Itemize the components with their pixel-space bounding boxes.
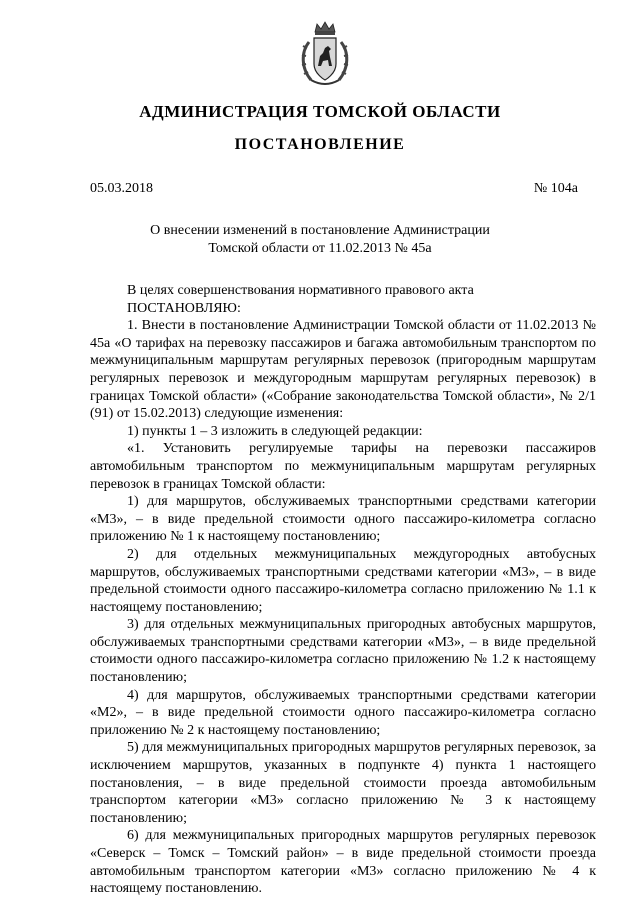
item-4-paragraph: 4) для маршрутов, обслуживаемых транспортными средствами категории «М2», – в виде предельной стоимости одного пассажиро-километра согласно приложению № 2 к настоящему постановлению; (90, 687, 596, 738)
document-number: № 104а (533, 181, 578, 196)
subject-line-1: О внесении изменений в постановление Администрации (150, 223, 490, 238)
intro-paragraph: В целях совершенствования нормативного правового акта (127, 283, 474, 298)
document-body (90, 282, 596, 898)
subject-line-2: Томской области от 11.02.2013 № 45а (208, 241, 432, 256)
document-type: ПОСТАНОВЛЕНИЕ (234, 136, 406, 153)
clause-1-paragraph: 1. Внести в постановление Администрации Томской области от 11.02.2013 № 45а «О тарифах на перевозку пассажиров и багажа автомобильным транспортом по межмуниципальным маршрутам регулярных перевозок (пригородным маршрутам регулярных перевозок и междугородным маршрутам регулярных перевозок) в границах Томской области» («Собрание законодательства Томской области», № 2/1 (91) от 15.02.2013) следующие изменения: (90, 318, 596, 422)
item-5-paragraph: 5) для межмуниципальных пригородных маршрутов регулярных перевозок, за исключением маршрутов, указанных в подпункте 4) пункта 1 настоящего постановления, – в виде предельной стоимости проезда автомобильным транспортом категории «М3» согласно приложению № 3 к настоящему постановлению; (90, 740, 596, 826)
organization-title: АДМИНИСТРАЦИЯ ТОМСКОЙ ОБЛАСТИ (139, 102, 501, 121)
item-2-paragraph: 2) для отдельных межмуниципальных междугородных автобусных маршрутов, обслуживаемых транспортными средствами категории «М3», – в виде предельной стоимости одного пассажиро-километра согласно приложению № 1.1 к настоящему постановлению; (90, 546, 596, 615)
item-3-paragraph: 3) для отдельных межмуниципальных пригородных автобусных маршрутов, обслуживаемых транспортными средствами категории «М3», – в виде предельной стоимости одного пассажиро-километра согласно приложению № 1.2 к настоящему постановлению; (90, 617, 596, 686)
document-subject (0, 222, 640, 258)
resolve-heading: ПОСТАНОВЛЯЮ: (127, 300, 241, 316)
item-6-paragraph: 6) для межмуниципальных пригородных маршрутов регулярных перевозок «Северск – Томск – Томский район» – в виде предельной стоимости проезда автомобильным транспортом категории «М3» согласно приложению № 4 к настоящему постановлению. (90, 828, 596, 897)
coat-of-arms-icon (295, 20, 355, 90)
item-1-paragraph: 1) для маршрутов, обслуживаемых транспортными средствами категории «М3», – в виде предельной стоимости одного пассажиро-километра согласно приложению № 1 к настоящему постановлению; (90, 494, 596, 545)
document-date: 05.03.2018 (90, 181, 153, 196)
new-clause-1-paragraph: «1. Установить регулируемые тарифы на перевозки пассажиров автомобильным транспортом по межмуниципальным маршрутам регулярных перевозок в границах Томской области: (90, 441, 596, 492)
subclause-1-paragraph: 1) пункты 1 – 3 изложить в следующей редакции: (127, 423, 423, 439)
